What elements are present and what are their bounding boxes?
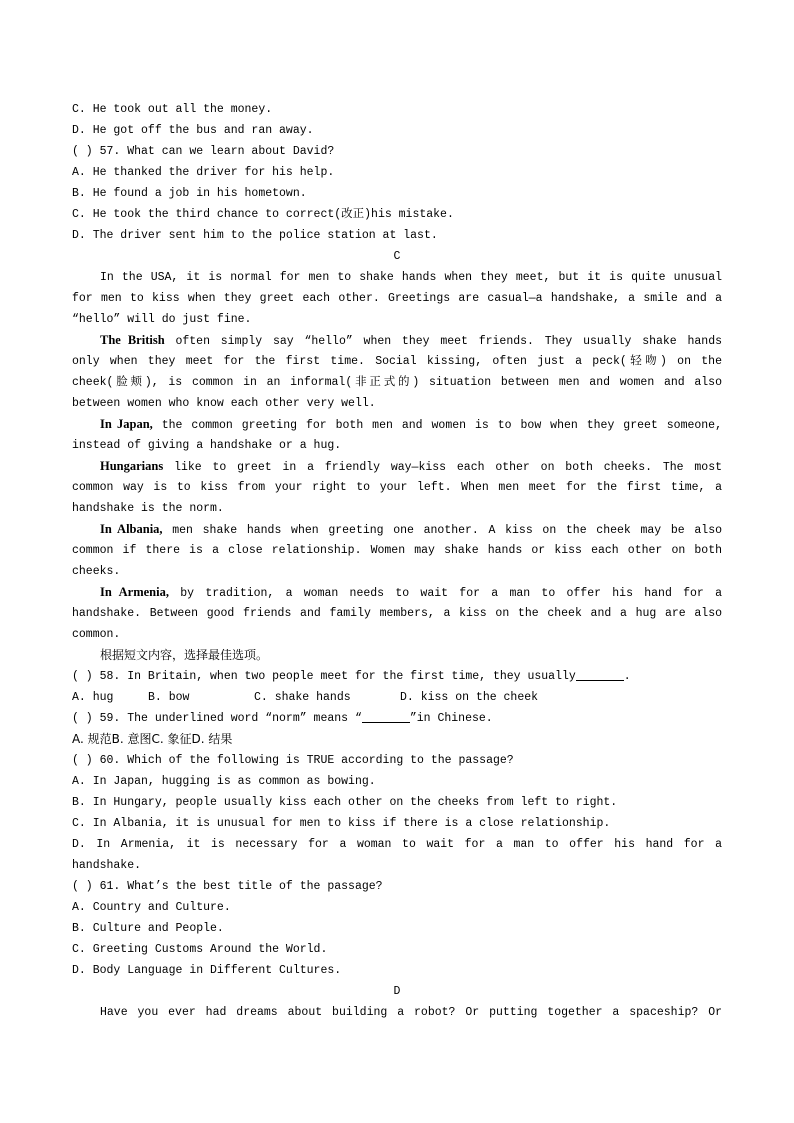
paragraph-albania-line: In Albania, men shake hands when greeting one another. A kiss on the cheek may be also: [100, 522, 722, 537]
paragraph-robot-line: Have you ever had dreams about building a robot? Or putting together a spaceship? Or: [100, 1006, 722, 1019]
q60-option-d-continued: handshake.: [72, 859, 142, 872]
paragraph-britain-line: only when they meet for the first time. Social kissing, often just a peck(轻吻) on the: [72, 355, 722, 368]
instruction: 根据短文内容，选择最佳选项。: [100, 648, 269, 662]
paragraph-britain-line: The British often simply say “hello” when they meet friends. They usually shake hands: [100, 333, 722, 348]
q56-option-d: D. He got off the bus and ran away.: [72, 124, 314, 137]
q61-option-c: C. Greeting Customs Around the World.: [72, 943, 328, 956]
q61-option-b: B. Culture and People.: [72, 922, 224, 935]
q60-option-c: C. In Albania, it is unusual for men to kiss if there is a close relationship.: [72, 817, 611, 830]
q60-stem: ( ) 60. Which of the following is TRUE according to the passage?: [72, 754, 514, 767]
q60-option-b: B. In Hungary, people usually kiss each other on the cheeks from left to right.: [72, 796, 618, 809]
q56-option-c: C. He took out all the money.: [72, 103, 273, 116]
q58-stem: ( ) 58. In Britain, when two people meet for the first time, they usually .: [72, 670, 631, 683]
paragraph-armenia-line: common.: [72, 628, 121, 641]
q59-options: A. 规范B. 意图C. 象征D. 结果: [72, 732, 233, 746]
q60-option-d: D. In Armenia, it is necessary for a woman to wait for a man to offer his hand for a: [72, 838, 722, 851]
q57-stem: ( ) 57. What can we learn about David?: [72, 145, 335, 158]
paragraph-japan-line: In Japan, the common greeting for both men and women is to bow when they greet someone,: [100, 417, 722, 432]
paragraph-armenia-line: handshake. Between good friends and family members, a kiss on the cheek and a hug are also: [72, 607, 722, 620]
q61-option-d: D. Body Language in Different Cultures.: [72, 964, 342, 977]
q57-option-a: A. He thanked the driver for his help.: [72, 166, 335, 179]
answer-blank: [576, 668, 624, 681]
paragraph-albania-line: common if there is a close relationship. Women may shake hands or kiss each other on both: [72, 544, 722, 557]
paragraph-hungary-line: handshake is the norm.: [72, 502, 224, 515]
paragraph-hungary-line: common way is to kiss from your right to your left. When men meet for the first time, a: [72, 481, 722, 494]
q57-option-b: B. He found a job in his hometown.: [72, 187, 307, 200]
q57-option-d: D. The driver sent him to the police station at last.: [72, 229, 438, 242]
q58-option-c: C. shake hands: [254, 691, 351, 704]
q57-option-c: C. He took the third chance to correct(改正)his mistake.: [72, 208, 454, 221]
page-content: [72, 99, 722, 1023]
keyword-albania: In Albania,: [100, 522, 163, 536]
section-c-heading: C: [393, 250, 401, 263]
q61-stem: ( ) 61. What’s the best title of the passage?: [72, 880, 383, 893]
q59-stem: ( ) 59. The underlined word “norm” means “ ”in Chinese.: [72, 712, 493, 725]
paragraph-usa-line: “hello” will do just fine.: [72, 313, 252, 326]
q58-option-b: B. bow: [148, 691, 190, 704]
keyword-armenia: In Armenia,: [100, 585, 169, 599]
q58-options: [72, 687, 722, 708]
keyword-britain: The British: [100, 333, 165, 347]
paragraph-britain-line: cheek(脸颊), is common in an informal(非正式的) situation between men and women and also: [72, 376, 722, 389]
q60-option-a: A. In Japan, hugging is as common as bowing.: [72, 775, 376, 788]
paragraph-armenia-line: In Armenia, by tradition, a woman needs to wait for a man to offer his hand for a: [100, 585, 722, 600]
q58-option-d: D. kiss on the cheek: [400, 691, 539, 704]
paragraph-hungary-line: Hungarians like to greet in a friendly way—kiss each other on both cheeks. The most: [100, 459, 722, 474]
q61-option-a: A. Country and Culture.: [72, 901, 231, 914]
keyword-hungarians: Hungarians: [100, 459, 164, 473]
q58-option-a: A. hug: [72, 691, 114, 704]
paragraph-usa-line: for men to kiss when they greet each other. Greetings are casual—a handshake, a smile and a: [72, 292, 722, 305]
keyword-japan: In Japan,: [100, 417, 153, 431]
paragraph-albania-line: cheeks.: [72, 565, 121, 578]
paragraph-usa-line: In the USA, it is normal for men to shake hands when they meet, but it is quite unusual: [100, 271, 722, 284]
answer-blank: [362, 710, 410, 723]
paragraph-britain-line: between women who know each other very well.: [72, 397, 376, 410]
section-d-heading: D: [393, 985, 401, 998]
paragraph-japan-line: instead of giving a handshake or a hug.: [72, 439, 342, 452]
